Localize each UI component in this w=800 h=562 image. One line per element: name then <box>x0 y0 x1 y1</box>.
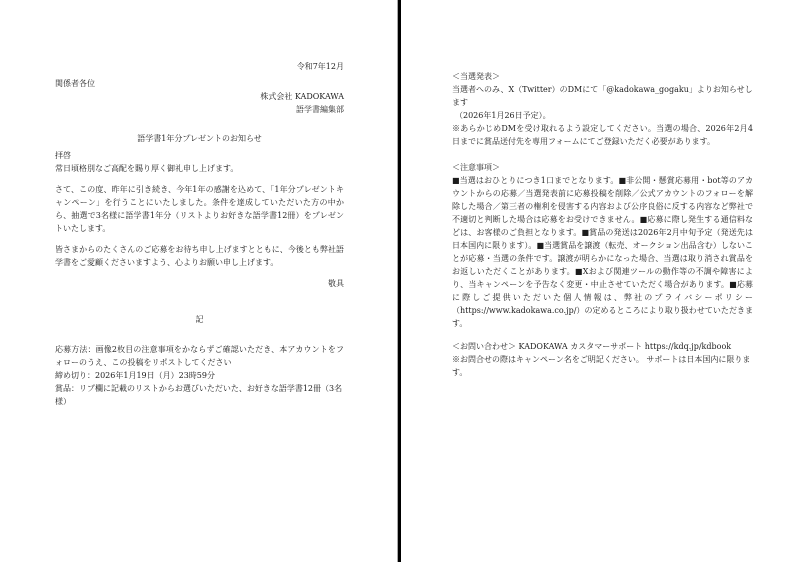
sender-company: 株式会社 KADOKAWA <box>260 92 344 101</box>
notes-heading: ＜注意事項＞ <box>452 163 500 172</box>
notes-body: ■当選はおひとりにつき1口までとなります。■非公開・懸賞応募用・bot等のアカウントからの応募／当選発表前に応募投稿を削除／公式アカウントのフォローを解除した場合／第三者の権利を侵害する内容および公序良俗に反する内容など弊社で不適切と判断した場合は応募をお受けできません。■応募に際し発生する通信料などは、お客様のご負担となります。■賞品の発送は2026年2月中旬予定（発送先は日本国内に限ります）。■当選賞品を譲渡（転売、オークション出品含む）しないことが応募・当選の条件です。譲渡が明らかになった場合、当選は取り消され賞品をお返しいただくことがあります。■Xおよび関連ツールの動作等の不調や障害により、当キャンペーンを予告なく変更・中止させていただく場合があります。■応募に際しご提供いただいた個人情報は、弊社のプライバシーポリシー（https://www.kadokawa.co.jp/）の定めるところにより取り扱わせていただきます。 <box>452 176 753 328</box>
page-2 <box>401 0 800 562</box>
record-mark: 記 <box>195 315 204 324</box>
detail-deadline: 締め切り：2026年1月19日（月）23時59分 <box>55 371 215 380</box>
contact-info: ＜お問い合わせ＞ KADOKAWA カスタマーサポート https://kdq.jp/kdbook <box>452 342 732 351</box>
announcement-line: ※あらかじめDMを受け取れるよう設定してください。当選の場合、2026年2月4日までに賞品送付先を専用フォームにてご登録いただく必要があります。 <box>452 124 753 146</box>
greeting-line: 常日頃格別なご高配を賜り厚く御礼申し上げます。 <box>55 164 239 173</box>
detail-prize: 賞品：リプ欄に記載のリストからお選びいただいた、お好きな語学書12冊（3名様） <box>55 384 343 406</box>
page-1 <box>0 0 397 562</box>
document-title: 語学書1年分プレゼントのお知らせ <box>137 134 262 143</box>
letter-closing: 敬具 <box>328 279 344 288</box>
announcement-line: 当選者へのみ、X（Twitter）のDMにて「@kadokawa_gogaku」よりお知らせします <box>452 85 753 107</box>
announcement-line: （2026年1月26日予定）。 <box>455 111 551 120</box>
letter-date: 令和7年12月 <box>296 62 344 71</box>
campaign-details <box>55 343 344 408</box>
letter-recipient: 関係者各位 <box>55 79 95 88</box>
body-paragraph: 皆さまからのたくさんのご応募をお待ち申し上げますとともに、今後とも弊社語学書をご愛顧くださいますよう、心よりお願い申し上げます。 <box>55 245 344 267</box>
body-paragraph: さて、この度、昨年に引き続き、今年1年の感謝を込めて、「1年分プレゼントキャンペーン」を行うことにいたしました。条件を達成していただいた方の中から、抽選で3名様に語学書1年分（リストよりお好きな語学書12冊）をプレゼントいたします。 <box>55 185 344 233</box>
announcement-heading: ＜当選発表＞ <box>452 72 500 81</box>
salutation: 拝啓 <box>55 151 71 160</box>
sender-department: 語学書編集部 <box>296 105 344 114</box>
contact-note: ※お問合せの際はキャンペーン名をご明記ください。 サポートは日本国内に限ります。 <box>452 355 751 377</box>
detail-entry-method: 応募方法：画像2枚目の注意事項をかならずご確認いただき、本アカウントをフォローのうえ、この投稿をリポストしてください <box>55 345 344 367</box>
